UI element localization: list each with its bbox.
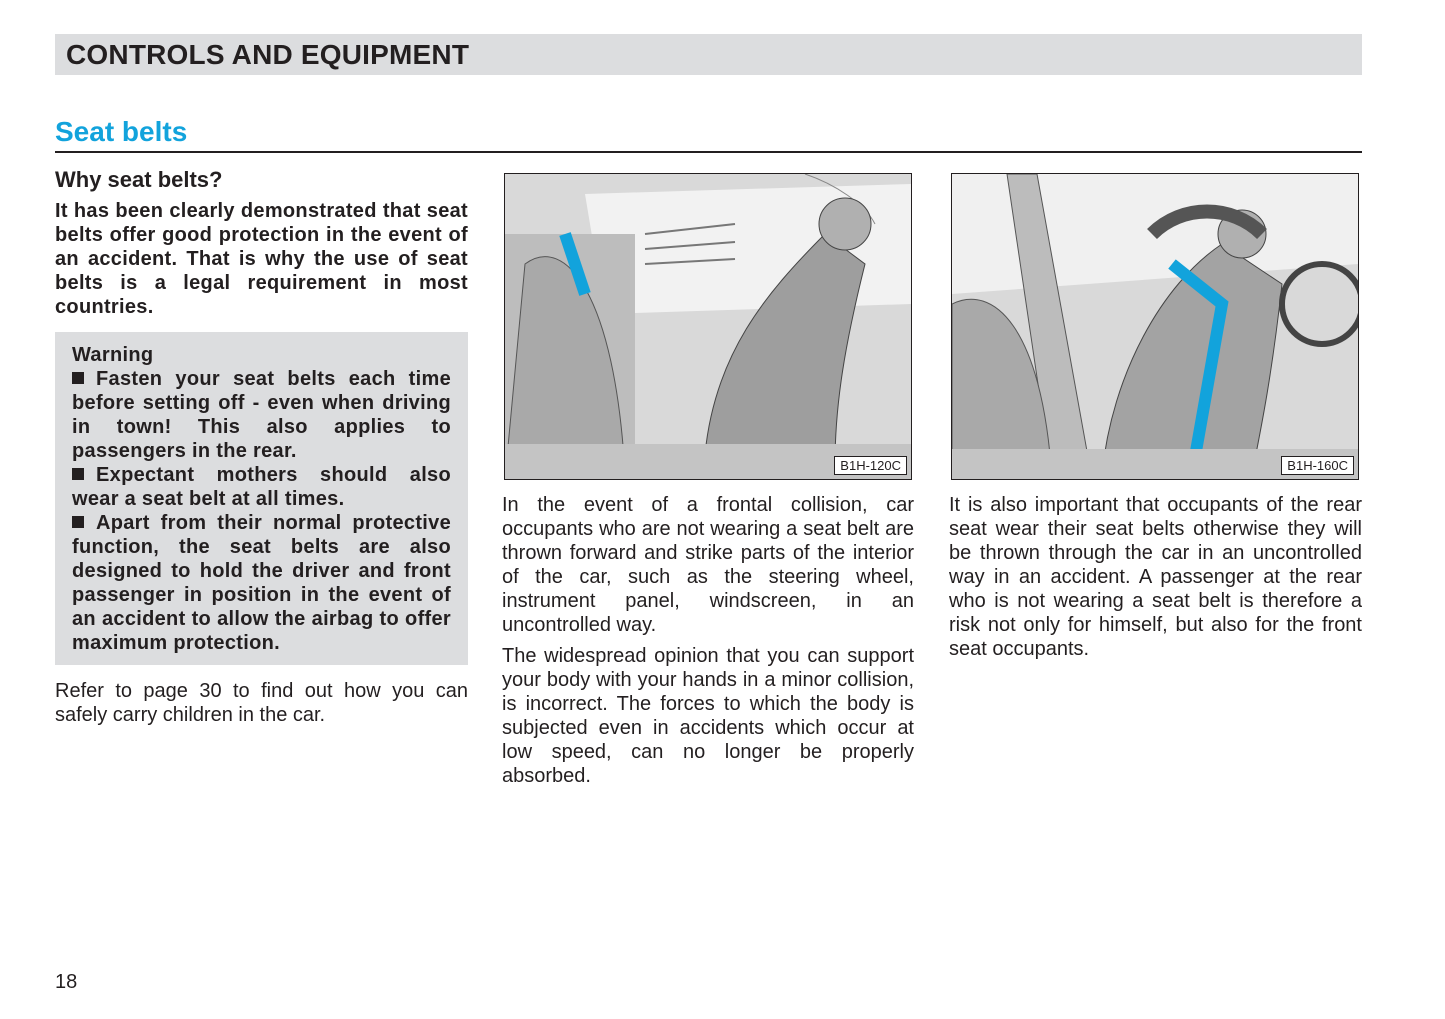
bullet-icon: [72, 468, 84, 480]
chapter-title: CONTROLS AND EQUIPMENT: [66, 39, 470, 70]
section-rule: [55, 151, 1362, 153]
subheading: Why seat belts?: [55, 167, 223, 192]
paragraph: In the event of a frontal collision, car occupants who are not wearing a seat belt are thrown forward and strike parts of the interior of the car, such as the steering wheel, instrument panel, windscreen, in an uncontrolled way.: [502, 494, 914, 636]
refer-text: Refer to page 30 to find out how you can safely carry children in the car.: [55, 680, 468, 726]
right-column: [949, 493, 1362, 661]
figure-code: B1H-120C: [834, 456, 907, 475]
warning-item: Fasten your seat belts each time before setting off - even when driving in town! This also applies to passengers in the rear.: [72, 368, 451, 462]
figure-code: B1H-160C: [1281, 456, 1354, 475]
figure-frontal-collision: [504, 173, 912, 480]
paragraph: The widespread opinion that you can support your body with your hands in a minor collision, is incorrect. The forces to which the body is subjected even in accidents which occur at low speed, can no longer be properly absorbed.: [502, 645, 914, 787]
illustration-unbelted-driver: [505, 174, 911, 479]
intro-text: It has been clearly demonstrated that seat belts offer good protection in the event of an accident. That is why the use of seat belts is a legal requirement in most countries.: [55, 200, 468, 318]
figure-rear-passenger: [951, 173, 1359, 480]
middle-column: [502, 493, 914, 788]
illustration-unbelted-rear-passenger: [952, 174, 1358, 479]
page-number: 18: [55, 971, 78, 993]
chapter-header: [55, 34, 1362, 75]
bullet-icon: [72, 516, 84, 528]
bullet-icon: [72, 372, 84, 384]
paragraph: It is also important that occupants of the rear seat wear their seat belts otherwise they will be thrown through the car in an uncontrolled way in an accident. A passenger at the rear who is not wearing a seat belt is therefore a risk not only for himself, but also for the front seat occupants.: [949, 494, 1362, 660]
left-column: [55, 168, 468, 727]
section-title: Seat belts: [55, 116, 188, 147]
warning-item: Apart from their normal protective function, the seat belts are also designed to hold the driver and front passenger in position in the event of an accident to allow the airbag to offer maximum protection.: [72, 512, 451, 654]
warning-title: Warning: [72, 344, 154, 366]
warning-box: [55, 332, 468, 665]
warning-item: Expectant mothers should also wear a seat belt at all times.: [72, 464, 451, 510]
